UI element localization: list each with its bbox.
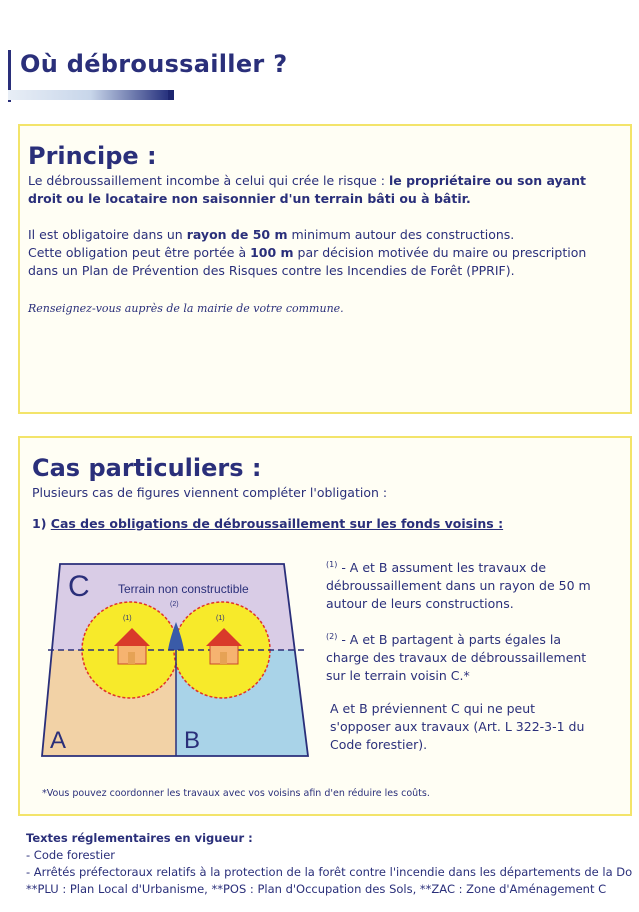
cas-sub-title: Cas des obligations de débroussaillement sur les fonds voisins :: [50, 516, 504, 531]
cas-heading: Cas particuliers :: [32, 454, 262, 482]
principe-p2-text-b: minimum autour des constructions.: [287, 227, 515, 242]
footer-title: Textes réglementaires en vigueur :: [26, 831, 253, 845]
footer-line-2: - Arrêtés préfectoraux relatifs à la protection de la forêt contre l'incendie dans les départements de la Do: [26, 865, 633, 879]
principe-p3-bold: 100 m: [250, 245, 294, 260]
mark-1-a: (1): [123, 615, 132, 622]
footer-line-3: **PLU : Plan Local d'Urbanisme, **POS : Plan d'Occupation des Sols, **ZAC : Zone d'Aménagement C: [26, 882, 607, 896]
page-title: Où débroussailler ?: [20, 50, 288, 78]
principe-note: Renseignez-vous auprès de la mairie de votre commune.: [28, 302, 344, 315]
cas-item-2-text: - A et B partagent à parts égales la charge des travaux de débroussaillement sur le terrain voisin C.*: [326, 632, 587, 684]
principe-p2-bold: rayon de 50 m: [186, 227, 288, 242]
label-terrain: Terrain non constructible: [118, 582, 249, 596]
cas-item-1: [326, 556, 596, 613]
cas-subheading: [32, 516, 503, 531]
title-underline-end: [168, 90, 174, 100]
principe-p1-text: Le débroussaillement incombe à celui qui crée le risque :: [28, 173, 389, 188]
principe-p3-text-a: Cette obligation peut être portée à: [28, 245, 251, 260]
footer-line-1: - Code forestier: [26, 848, 116, 862]
label-b: B: [184, 727, 201, 754]
cas-item-3: A et B préviennent C qui ne peut s'opposer aux travaux (Art. L 322-3-1 du Code forestier).: [330, 701, 585, 752]
label-c: C: [68, 570, 90, 603]
parcels-diagram: [38, 560, 314, 760]
principe-box: [18, 124, 632, 414]
principe-heading: Principe :: [28, 142, 157, 170]
cas-intro: Plusieurs cas de figures viennent compléter l'obligation :: [32, 485, 388, 500]
principe-paragraph-1: [28, 172, 588, 208]
mark-2: (2): [170, 601, 179, 608]
principe-p3-text-b: par décision motivée du maire ou prescription dans un Plan de Prévention des Risques contre les Incendies de Forêt (PPRIF).: [28, 245, 587, 278]
cas-sub-number: 1): [32, 516, 51, 531]
title-underline: [8, 90, 173, 100]
cas-item-2-mark: (2): [326, 632, 338, 641]
footer-texts: [26, 830, 639, 898]
principe-p1-bold: le propriétaire ou son ayant droit ou le locataire non saisonnier d'un terrain bâti ou à bâtir.: [28, 173, 586, 206]
page-header: [8, 44, 639, 102]
principe-p2-text-a: Il est obligatoire dans un: [28, 227, 187, 242]
cas-item-1-mark: (1): [326, 560, 338, 569]
principe-paragraph-2: [28, 226, 598, 280]
cas-item-2: [326, 628, 596, 685]
label-a: A: [50, 727, 67, 754]
cas-item-1-text: - A et B assument les travaux de débroussaillement dans un rayon de 50 m autour de leurs constructions.: [326, 560, 591, 612]
mark-1-b: (1): [216, 615, 225, 622]
cas-footnote: *Vous pouvez coordonner les travaux avec vos voisins afin d'en réduire les coûts.: [42, 788, 430, 799]
